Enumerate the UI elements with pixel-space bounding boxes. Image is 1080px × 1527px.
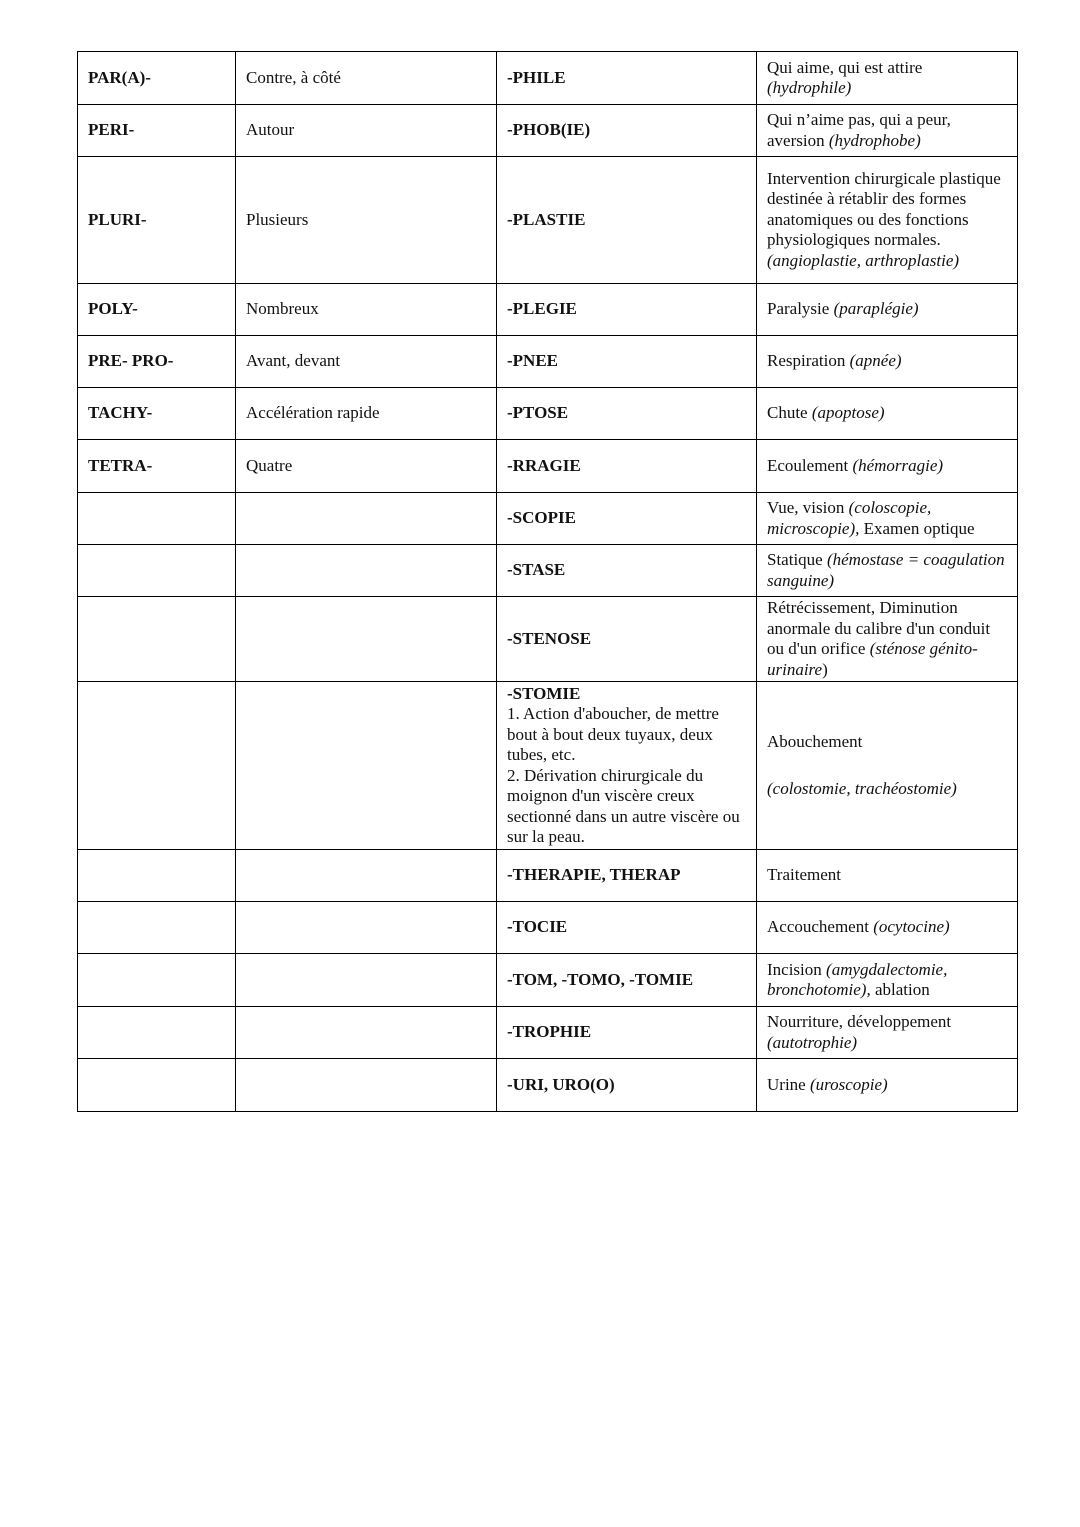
prefix-meaning-cell: [236, 954, 497, 1007]
suffix-meaning-cell: [757, 1059, 1018, 1112]
example-text: (uroscopie): [809, 1074, 888, 1094]
example-text: (angioplastie, arthroplastie): [767, 250, 960, 270]
example-text: (sténose génito-urinaire: [767, 639, 978, 679]
prefix-meaning-cell: [236, 1059, 497, 1112]
prefix-cell: [78, 493, 236, 545]
meaning-text: Incision: [767, 959, 822, 979]
suffix-meaning-cell: [757, 493, 1018, 545]
table-row: [78, 682, 1018, 850]
example-text: (hydrophobe): [828, 130, 921, 150]
prefix-meaning-cell: [236, 682, 497, 850]
table-row: [78, 284, 1018, 336]
suffix-meaning-cell: [757, 105, 1018, 157]
example-text: (hémorragie): [852, 455, 944, 475]
meaning-text: Chute: [767, 403, 808, 423]
spacer: [767, 753, 1007, 779]
suffix-cell: -TROPHIE: [497, 1007, 757, 1059]
example-text: (apnée): [849, 351, 902, 371]
suffix-cell: -SCOPIE: [497, 493, 757, 545]
suffix-meaning-cell: [757, 850, 1018, 902]
meaning-text: Intervention chirurgicale plastique destinée à rétablir des formes anatomiques ou des fonctions physiologiques normales.: [767, 168, 1001, 250]
example-text: (apoptose): [811, 403, 885, 423]
meaning-text: Vue, vision: [767, 498, 845, 517]
example-text: (paraplégie): [833, 299, 919, 319]
meaning-text: Urine: [767, 1074, 806, 1094]
suffix-meaning-cell: [757, 1007, 1018, 1059]
suffix-meaning-cell: [757, 597, 1018, 682]
prefix-meaning-cell: Contre, à côté: [236, 52, 497, 105]
meaning-extra-text: Examen optique: [863, 518, 975, 538]
meaning-text: Respiration: [767, 351, 846, 371]
meaning-text: Qui aime, qui est attire: [767, 57, 923, 77]
prefix-meaning-cell: [236, 597, 497, 682]
table-row: [78, 1059, 1018, 1112]
suffix-meaning-cell: [757, 545, 1018, 597]
prefix-meaning-cell: Accélération rapide: [236, 388, 497, 440]
prefix-meaning-cell: [236, 1007, 497, 1059]
definition-2: 2. Dérivation chirurgicale du moignon d'un viscère creux sectionné dans un autre viscère ou sur la peau.: [507, 765, 740, 846]
prefix-meaning-cell: [236, 902, 497, 954]
meaning-extra-text: ablation: [874, 980, 930, 999]
suffix-cell: -RRAGIE: [497, 440, 757, 493]
meaning-text: Traitement: [767, 865, 841, 885]
prefix-cell: [78, 597, 236, 682]
table-row: [78, 493, 1018, 545]
table-row: [78, 597, 1018, 682]
example-text: (ocytocine): [873, 917, 950, 937]
suffix-cell: -PHOB(IE): [497, 105, 757, 157]
example-text: (colostomie, trachéostomie): [767, 778, 957, 798]
example-text: (coloscopie, microscopie),: [767, 498, 932, 538]
prefix-cell: [78, 1007, 236, 1059]
example-text: (amygdalectomie, bronchotomie),: [767, 959, 948, 999]
prefix-meaning-cell: [236, 850, 497, 902]
suffix-cell: -URI, URO(O): [497, 1059, 757, 1112]
prefix-cell: TETRA-: [78, 440, 236, 493]
prefix-meaning-cell: Quatre: [236, 440, 497, 493]
prefix-meaning-cell: [236, 545, 497, 597]
prefix-cell: [78, 545, 236, 597]
table-row: [78, 545, 1018, 597]
suffix-meaning-cell: [757, 440, 1018, 493]
table-row: [78, 850, 1018, 902]
suffix-term: -STOMIE: [507, 683, 581, 703]
table-row: [78, 388, 1018, 440]
meaning-extra-text: ): [822, 659, 828, 679]
prefix-cell: PERI-: [78, 105, 236, 157]
table-row: [78, 336, 1018, 388]
suffix-cell: -PNEE: [497, 336, 757, 388]
suffix-cell: -TOM, -TOMO, -TOMIE: [497, 954, 757, 1007]
meaning-text: Nourriture, développement: [767, 1012, 952, 1031]
meaning-text: Accouchement: [767, 917, 869, 937]
table-row: [78, 954, 1018, 1007]
prefix-cell: [78, 682, 236, 850]
table-row: [78, 1007, 1018, 1059]
example-text: (autotrophie): [767, 1032, 858, 1052]
meaning-text: Paralysie: [767, 299, 830, 319]
definition-1: 1. Action d'aboucher, de mettre bout à bout deux tuyaux, deux tubes, etc.: [507, 704, 719, 764]
prefix-cell: PRE- PRO-: [78, 336, 236, 388]
suffix-meaning-cell: [757, 157, 1018, 284]
suffix-meaning-cell: [757, 682, 1018, 850]
example-text: (hémostase = coagulation sanguine): [767, 550, 1005, 590]
prefix-cell: [78, 850, 236, 902]
suffix-cell: -THERAPIE, THERAP: [497, 850, 757, 902]
suffix-cell: -PTOSE: [497, 388, 757, 440]
suffix-meaning-cell: [757, 954, 1018, 1007]
table-row: [78, 52, 1018, 105]
suffix-cell: -TOCIE: [497, 902, 757, 954]
medical-terms-table: [77, 51, 1018, 1112]
suffix-cell: -PLEGIE: [497, 284, 757, 336]
suffix-cell: -PLASTIE: [497, 157, 757, 284]
suffix-cell: -STENOSE: [497, 597, 757, 682]
table-row: [78, 105, 1018, 157]
meaning-text: Abouchement: [767, 732, 863, 751]
prefix-meaning-cell: Plusieurs: [236, 157, 497, 284]
prefix-meaning-cell: [236, 493, 497, 545]
prefix-meaning-cell: Nombreux: [236, 284, 497, 336]
table-row: [78, 157, 1018, 284]
prefix-meaning-cell: Avant, devant: [236, 336, 497, 388]
prefix-meaning-cell: Autour: [236, 105, 497, 157]
suffix-meaning-cell: [757, 284, 1018, 336]
suffix-cell: -STASE: [497, 545, 757, 597]
suffix-meaning-cell: [757, 52, 1018, 105]
prefix-cell: TACHY-: [78, 388, 236, 440]
suffix-meaning-cell: [757, 336, 1018, 388]
meaning-text: Statique: [767, 550, 823, 569]
example-text: (hydrophile): [767, 78, 852, 97]
table-row: [78, 902, 1018, 954]
suffix-cell: -PHILE: [497, 52, 757, 105]
table-row: [78, 440, 1018, 493]
meaning-text: Ecoulement: [767, 455, 849, 475]
suffix-meaning-cell: [757, 388, 1018, 440]
suffix-cell: [497, 682, 757, 850]
prefix-cell: [78, 902, 236, 954]
prefix-cell: PAR(A)-: [78, 52, 236, 105]
prefix-cell: POLY-: [78, 284, 236, 336]
prefix-cell: [78, 954, 236, 1007]
meaning-text: Rétrécissement, Diminution anormale du calibre d'un conduit ou d'un orifice: [767, 598, 991, 658]
prefix-cell: PLURI-: [78, 157, 236, 284]
suffix-meaning-cell: [757, 902, 1018, 954]
prefix-cell: [78, 1059, 236, 1112]
meaning-text: Qui n’aime pas, qui a peur, aversion: [767, 110, 951, 150]
